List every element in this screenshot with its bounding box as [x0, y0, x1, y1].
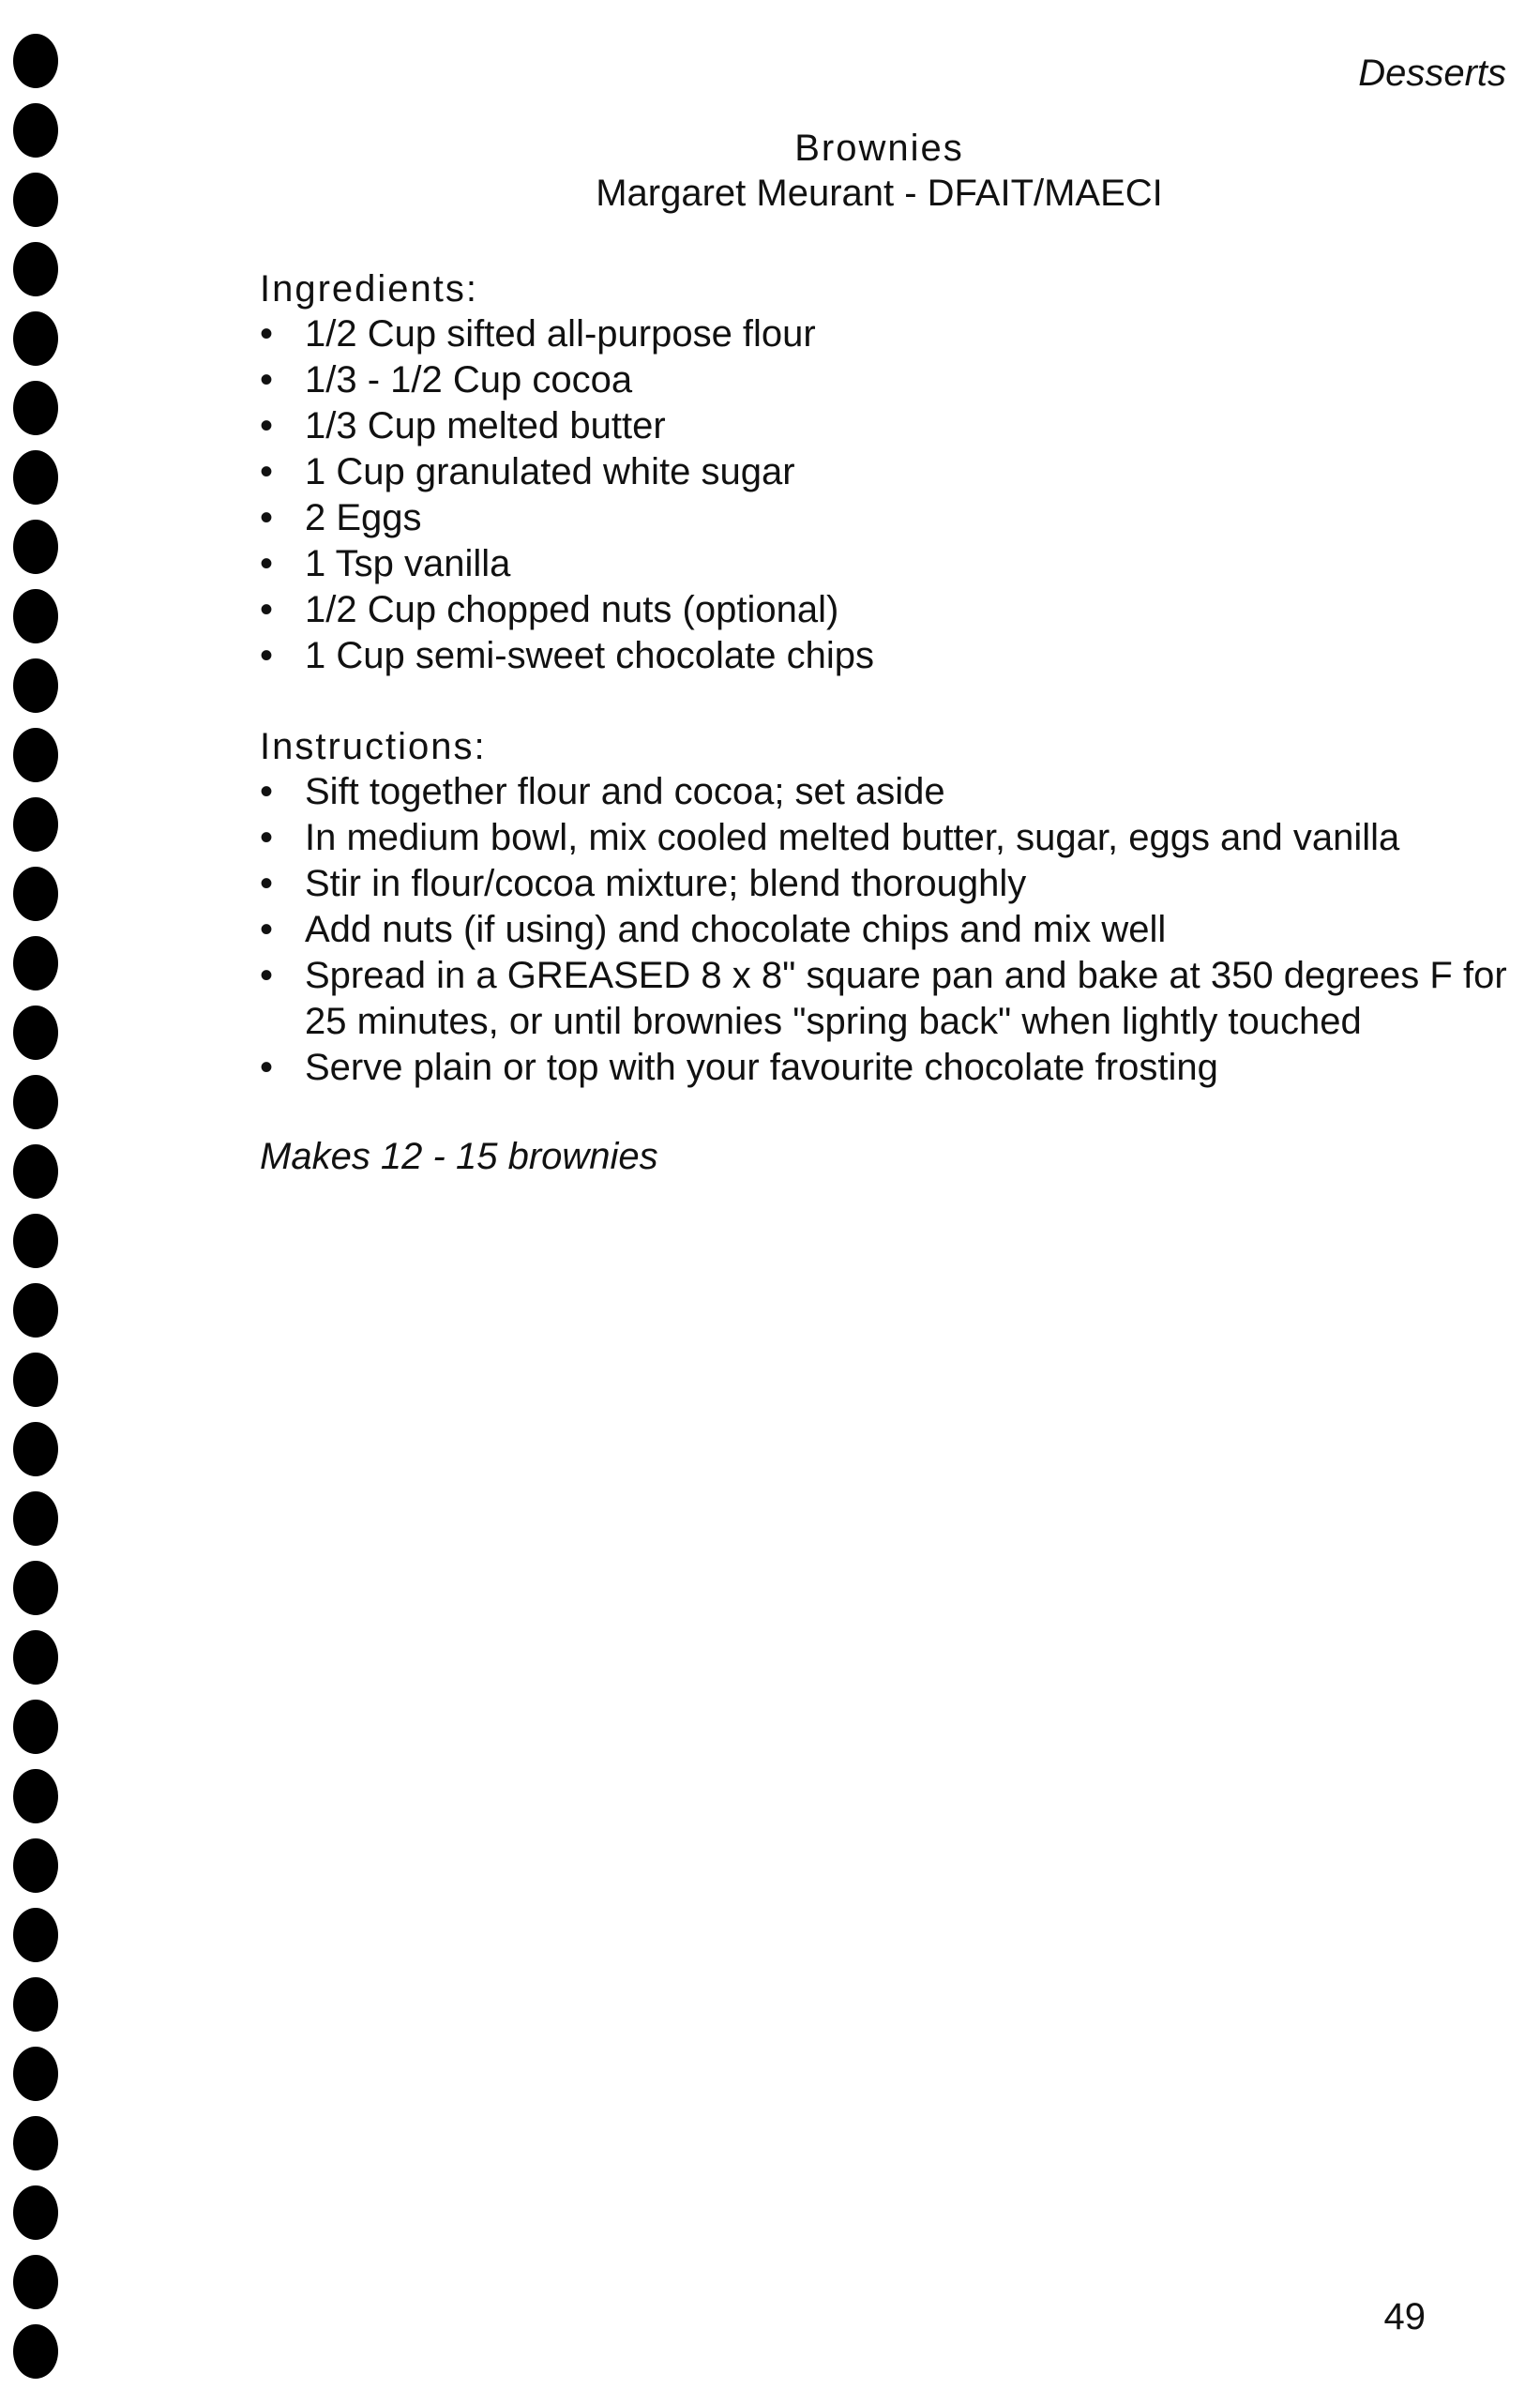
binding-hole: [13, 1353, 58, 1407]
binding-hole: [13, 1422, 58, 1476]
binding-hole: [13, 2047, 58, 2101]
page-number: 49: [1383, 2296, 1426, 2337]
instructions-list: [260, 769, 1507, 1091]
ingredient-item: • 1/3 - 1/2 Cup cocoa: [260, 357, 1507, 403]
instruction-item: • Sift together flour and cocoa; set aside: [260, 769, 1507, 815]
binding-hole: [13, 1908, 58, 1962]
ingredient-item: • 1 Cup granulated white sugar: [260, 449, 1507, 495]
ingredient-item: • 1 Tsp vanilla: [260, 541, 1507, 587]
binding-hole: [13, 728, 58, 782]
binding-hole: [13, 2185, 58, 2240]
binding-hole: [13, 1005, 58, 1060]
binding-hole: [13, 2116, 58, 2170]
ingredient-item: • 1 Cup semi-sweet chocolate chips: [260, 633, 1507, 679]
binding-hole: [13, 2324, 58, 2379]
binding-hole: [13, 103, 58, 158]
recipe-content: [260, 266, 1507, 1179]
instruction-item: • Add nuts (if using) and chocolate chips and mix well: [260, 907, 1507, 953]
binding-hole: [13, 867, 58, 921]
ingredient-item: • 2 Eggs: [260, 495, 1507, 541]
binding-hole: [13, 1769, 58, 1823]
binding-hole: [13, 1630, 58, 1685]
ingredient-item: • 1/2 Cup sifted all-purpose flour: [260, 311, 1507, 357]
ingredient-item: • 1/3 Cup melted butter: [260, 403, 1507, 449]
instruction-item: • Stir in flour/cocoa mixture; blend thoroughly: [260, 861, 1507, 907]
instruction-item: • Spread in a GREASED 8 x 8" square pan and bake at 350 degrees F for 25 minutes, or until brownies "spring back" when lightly touched: [260, 953, 1507, 1045]
binding-hole: [13, 1075, 58, 1129]
recipe-title: Brownies: [794, 128, 964, 169]
binding-hole: [13, 658, 58, 713]
binding-hole: [13, 381, 58, 435]
binding-holes: [0, 0, 75, 2404]
instruction-item: • In medium bowl, mix cooled melted butter, sugar, eggs and vanilla: [260, 815, 1507, 861]
ingredients-list: [260, 311, 1507, 679]
ingredient-item: • 1/2 Cup chopped nuts (optional): [260, 587, 1507, 633]
binding-hole: [13, 797, 58, 852]
binding-hole: [13, 1214, 58, 1268]
binding-hole: [13, 1838, 58, 1893]
binding-hole: [13, 1144, 58, 1199]
instructions-heading: Instructions:: [260, 726, 487, 767]
binding-hole: [13, 311, 58, 366]
binding-hole: [13, 520, 58, 574]
binding-hole: [13, 1977, 58, 2032]
recipe-title-block: [469, 126, 1290, 216]
binding-hole: [13, 173, 58, 227]
binding-hole: [13, 450, 58, 505]
binding-hole: [13, 2255, 58, 2309]
binding-hole: [13, 589, 58, 643]
binding-hole: [13, 936, 58, 990]
binding-hole: [13, 1700, 58, 1754]
recipe-yield: Makes 12 - 15 brownies: [260, 1136, 658, 1177]
binding-hole: [13, 1561, 58, 1615]
binding-hole: [13, 1283, 58, 1338]
recipe-author: Margaret Meurant - DFAIT/MAECI: [596, 173, 1163, 214]
ingredients-heading: Ingredients:: [260, 268, 479, 310]
instruction-item: • Serve plain or top with your favourite chocolate frosting: [260, 1045, 1507, 1091]
binding-hole: [13, 34, 58, 88]
section-header: Desserts: [1358, 53, 1506, 94]
binding-hole: [13, 1491, 58, 1546]
binding-hole: [13, 242, 58, 296]
